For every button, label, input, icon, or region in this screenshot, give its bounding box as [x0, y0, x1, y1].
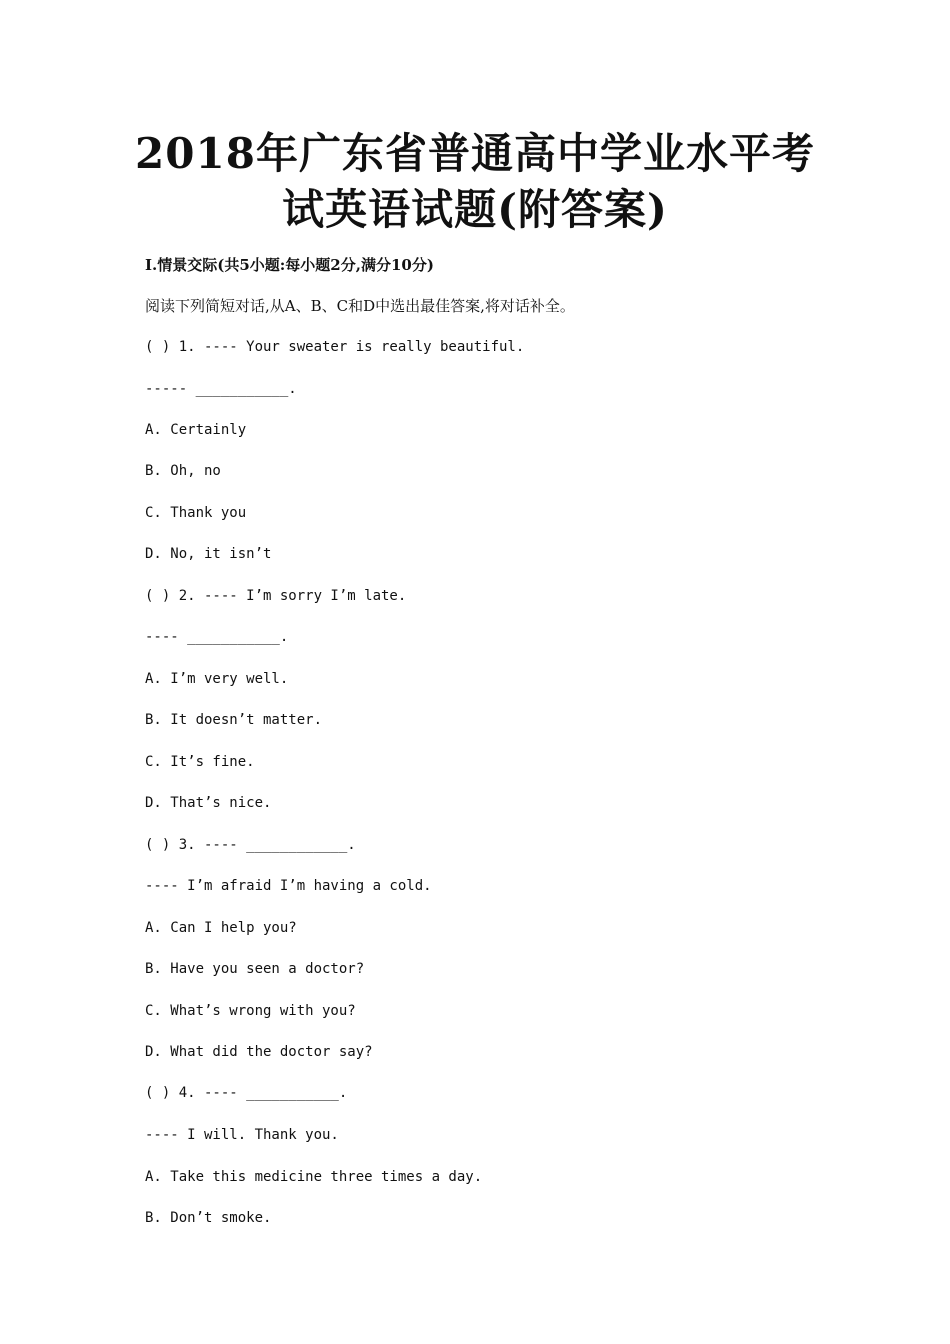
document-title-line-1: 2018年广东省普通高中学业水平考 [135, 129, 815, 178]
question-1-option-a: A. Certainly [145, 422, 247, 438]
question-3-response: ---- I’m afraid I’m having a cold. [145, 878, 432, 894]
question-2-option-a: A. I’m very well. [145, 671, 289, 687]
question-2-option-b: B. It doesn’t matter. [145, 712, 323, 728]
question-1-option-d: D. No, it isn’t [145, 546, 272, 562]
question-3-option-d: D. What did the doctor say? [145, 1044, 373, 1060]
question-2-option-d: D. That’s nice. [145, 795, 272, 811]
question-1-prompt: ( ) 1. ---- Your sweater is really beautiful. [145, 339, 525, 355]
question-1-option-c: C. Thank you [145, 505, 247, 521]
question-3-option-b: B. Have you seen a doctor? [145, 961, 365, 977]
question-2-response: ---- ___________. [145, 629, 289, 645]
question-4-prompt: ( ) 4. ---- ___________. [145, 1085, 348, 1101]
question-2-prompt: ( ) 2. ---- I’m sorry I’m late. [145, 588, 407, 604]
question-2-option-c: C. It’s fine. [145, 754, 255, 770]
question-3-prompt: ( ) 3. ---- ____________. [145, 837, 356, 853]
question-4-option-a: A. Take this medicine three times a day. [145, 1169, 483, 1185]
section-instruction: 阅读下列简短对话,从A、B、C和D中选出最佳答案,将对话补全。 [145, 297, 575, 315]
question-3-option-c: C. What’s wrong with you? [145, 1003, 356, 1019]
question-1-option-b: B. Oh, no [145, 463, 221, 479]
document-title-line-2: 试英语试题(附答案) [282, 185, 668, 234]
section-heading: I.情景交际(共5小题:每小题2分,满分10分) [145, 256, 434, 274]
question-4-response: ---- I will. Thank you. [145, 1127, 339, 1143]
question-3-option-a: A. Can I help you? [145, 920, 297, 936]
question-4-option-b: B. Don’t smoke. [145, 1210, 272, 1226]
question-1-response: ----- ___________. [145, 381, 297, 397]
